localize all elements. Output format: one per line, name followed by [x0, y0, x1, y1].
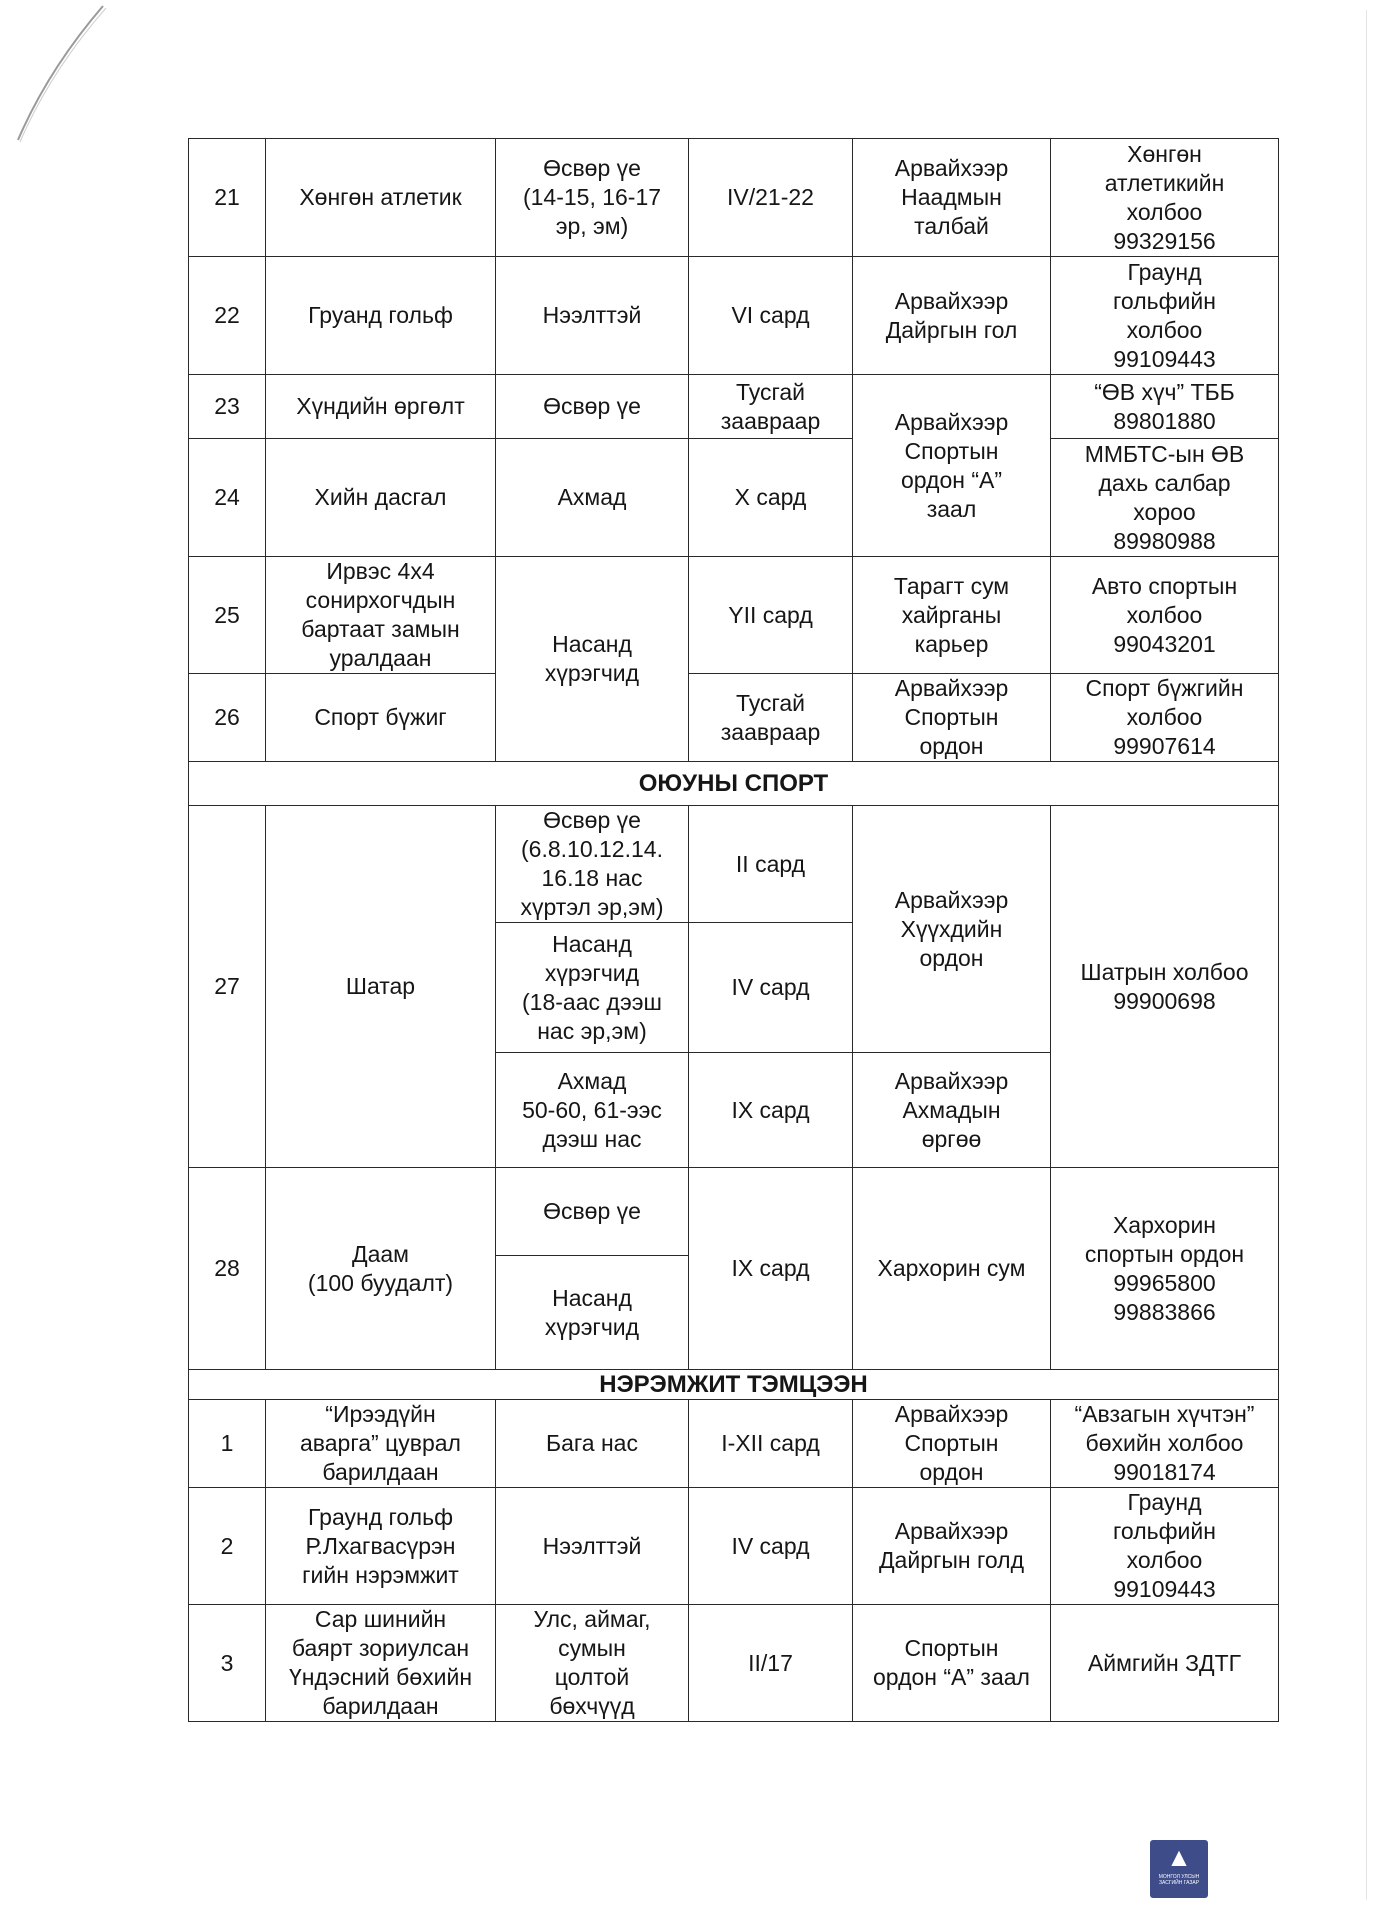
- row-number: 1: [189, 1400, 266, 1488]
- event-date: IV сард: [689, 923, 853, 1053]
- event-date: IX сард: [689, 1168, 853, 1370]
- event-location: Тарагт сум хайрганы карьер: [853, 557, 1051, 674]
- sport-name: Граунд гольф Р.Лхагвасүрэн гийн нэрэмжит: [266, 1488, 496, 1605]
- participants: Нээлттэй: [496, 257, 689, 375]
- section-header-row: [189, 1370, 1279, 1400]
- organizer: “Авзагын хүчтэн” бөхийн холбоо 99018174: [1051, 1400, 1279, 1488]
- participants: Насанд хүрэгчид: [496, 557, 689, 762]
- participants: Өсвөр үе: [496, 1168, 689, 1256]
- row-number: 23: [189, 375, 266, 439]
- participants: Өсвөр үе: [496, 375, 689, 439]
- participants: Нээлттэй: [496, 1488, 689, 1605]
- table-row: [189, 139, 1279, 257]
- row-number: 25: [189, 557, 266, 674]
- organizer: Хархорин спортын ордон 99965800 99883866: [1051, 1168, 1279, 1370]
- table-row: [189, 674, 1279, 762]
- section-title: ОЮУНЫ СПОРТ: [189, 762, 1279, 806]
- organizer: Граунд гольфийн холбоо 99109443: [1051, 257, 1279, 375]
- table-row: [189, 375, 1279, 439]
- event-date: YII сард: [689, 557, 853, 674]
- section-header-row: [189, 762, 1279, 806]
- row-number: 21: [189, 139, 266, 257]
- table-row: [189, 1605, 1279, 1722]
- event-location: Арвайхээр Наадмын талбай: [853, 139, 1051, 257]
- sport-name: Хийн дасгал: [266, 439, 496, 557]
- row-number: 26: [189, 674, 266, 762]
- participants: Өсвөр үе (6.8.10.12.14. 16.18 нас хүртэл эр,эм): [496, 806, 689, 923]
- participants: Ахмад 50-60, 61-ээс дээш нас: [496, 1053, 689, 1168]
- sport-name: Шатар: [266, 806, 496, 1168]
- participants: Өсвөр үе (14-15, 16-17 эр, эм): [496, 139, 689, 257]
- sports-events-table: [188, 138, 1279, 1722]
- organizer: Граунд гольфийн холбоо 99109443: [1051, 1488, 1279, 1605]
- row-number: 24: [189, 439, 266, 557]
- table-row: [189, 1168, 1279, 1256]
- government-stamp: [1150, 1840, 1208, 1898]
- organizer: Авто спортын холбоо 99043201: [1051, 557, 1279, 674]
- event-date: I-XII сард: [689, 1400, 853, 1488]
- soyombo-emblem-icon: ▲: [1166, 1842, 1192, 1872]
- event-date: X сард: [689, 439, 853, 557]
- participants: Насанд хүрэгчид (18-аас дээш нас эр,эм): [496, 923, 689, 1053]
- sport-name: Даам (100 буудалт): [266, 1168, 496, 1370]
- organizer: Спорт бүжгийн холбоо 99907614: [1051, 674, 1279, 762]
- event-date: IV/21-22: [689, 139, 853, 257]
- event-location: Арвайхээр Спортын ордон “А” заал: [853, 375, 1051, 557]
- event-date: II/17: [689, 1605, 853, 1722]
- table-row: [189, 557, 1279, 674]
- event-location: Арвайхээр Спортын ордон: [853, 1400, 1051, 1488]
- sport-name: “Ирээдүйн аварга” цуврал барилдаан: [266, 1400, 496, 1488]
- sport-name: Хөнгөн атлетик: [266, 139, 496, 257]
- sport-name: Хүндийн өргөлт: [266, 375, 496, 439]
- organizer: Аймгийн ЗДТГ: [1051, 1605, 1279, 1722]
- event-date: VI сард: [689, 257, 853, 375]
- row-number: 28: [189, 1168, 266, 1370]
- row-number: 22: [189, 257, 266, 375]
- sport-name: Спорт бүжиг: [266, 674, 496, 762]
- organizer: Шатрын холбоо 99900698: [1051, 806, 1279, 1168]
- event-location: Арвайхээр Дайргын голд: [853, 1488, 1051, 1605]
- row-number: 2: [189, 1488, 266, 1605]
- table-row: [189, 806, 1279, 923]
- table-row: [189, 439, 1279, 557]
- sport-name: Груанд гольф: [266, 257, 496, 375]
- event-location: Арвайхээр Хүүхдийн ордон: [853, 806, 1051, 1053]
- table-row: [189, 1488, 1279, 1605]
- event-location: Арвайхээр Спортын ордон: [853, 674, 1051, 762]
- page-edge-line: [1366, 10, 1367, 1900]
- section-title: НЭРЭМЖИТ ТЭМЦЭЭН: [189, 1370, 1279, 1400]
- event-location: Хархорин сум: [853, 1168, 1051, 1370]
- event-location: Спортын ордон “А” заал: [853, 1605, 1051, 1722]
- event-date: Тусгай заавраар: [689, 674, 853, 762]
- scan-corner-mark: [8, 0, 128, 150]
- row-number: 3: [189, 1605, 266, 1722]
- event-date: IV сард: [689, 1488, 853, 1605]
- table-row: [189, 257, 1279, 375]
- event-date: IX сард: [689, 1053, 853, 1168]
- event-location: Арвайхээр Ахмадын өргөө: [853, 1053, 1051, 1168]
- table-row: [189, 1400, 1279, 1488]
- organizer: ММБТС-ын ӨВ дахь салбар хороо 89980988: [1051, 439, 1279, 557]
- row-number: 27: [189, 806, 266, 1168]
- stamp-text: МОНГОЛ УЛСЫН ЗАСГИЙН ГАЗАР: [1158, 1874, 1200, 1886]
- participants: Бага нас: [496, 1400, 689, 1488]
- event-date: Тусгай заавраар: [689, 375, 853, 439]
- organizer: Хөнгөн атлетикийн холбоо 99329156: [1051, 139, 1279, 257]
- participants: Улс, аймаг, сумын цолтой бөхчүүд: [496, 1605, 689, 1722]
- participants: Ахмад: [496, 439, 689, 557]
- participants: Насанд хүрэгчид: [496, 1256, 689, 1370]
- event-date: II сард: [689, 806, 853, 923]
- organizer: “ӨВ хүч” ТББ 89801880: [1051, 375, 1279, 439]
- sport-name: Сар шинийн баярт зориулсан Үндэсний бөхийн барилдаан: [266, 1605, 496, 1722]
- sport-name: Ирвэс 4x4 сонирхогчдын бартаат замын уралдаан: [266, 557, 496, 674]
- event-location: Арвайхээр Дайргын гол: [853, 257, 1051, 375]
